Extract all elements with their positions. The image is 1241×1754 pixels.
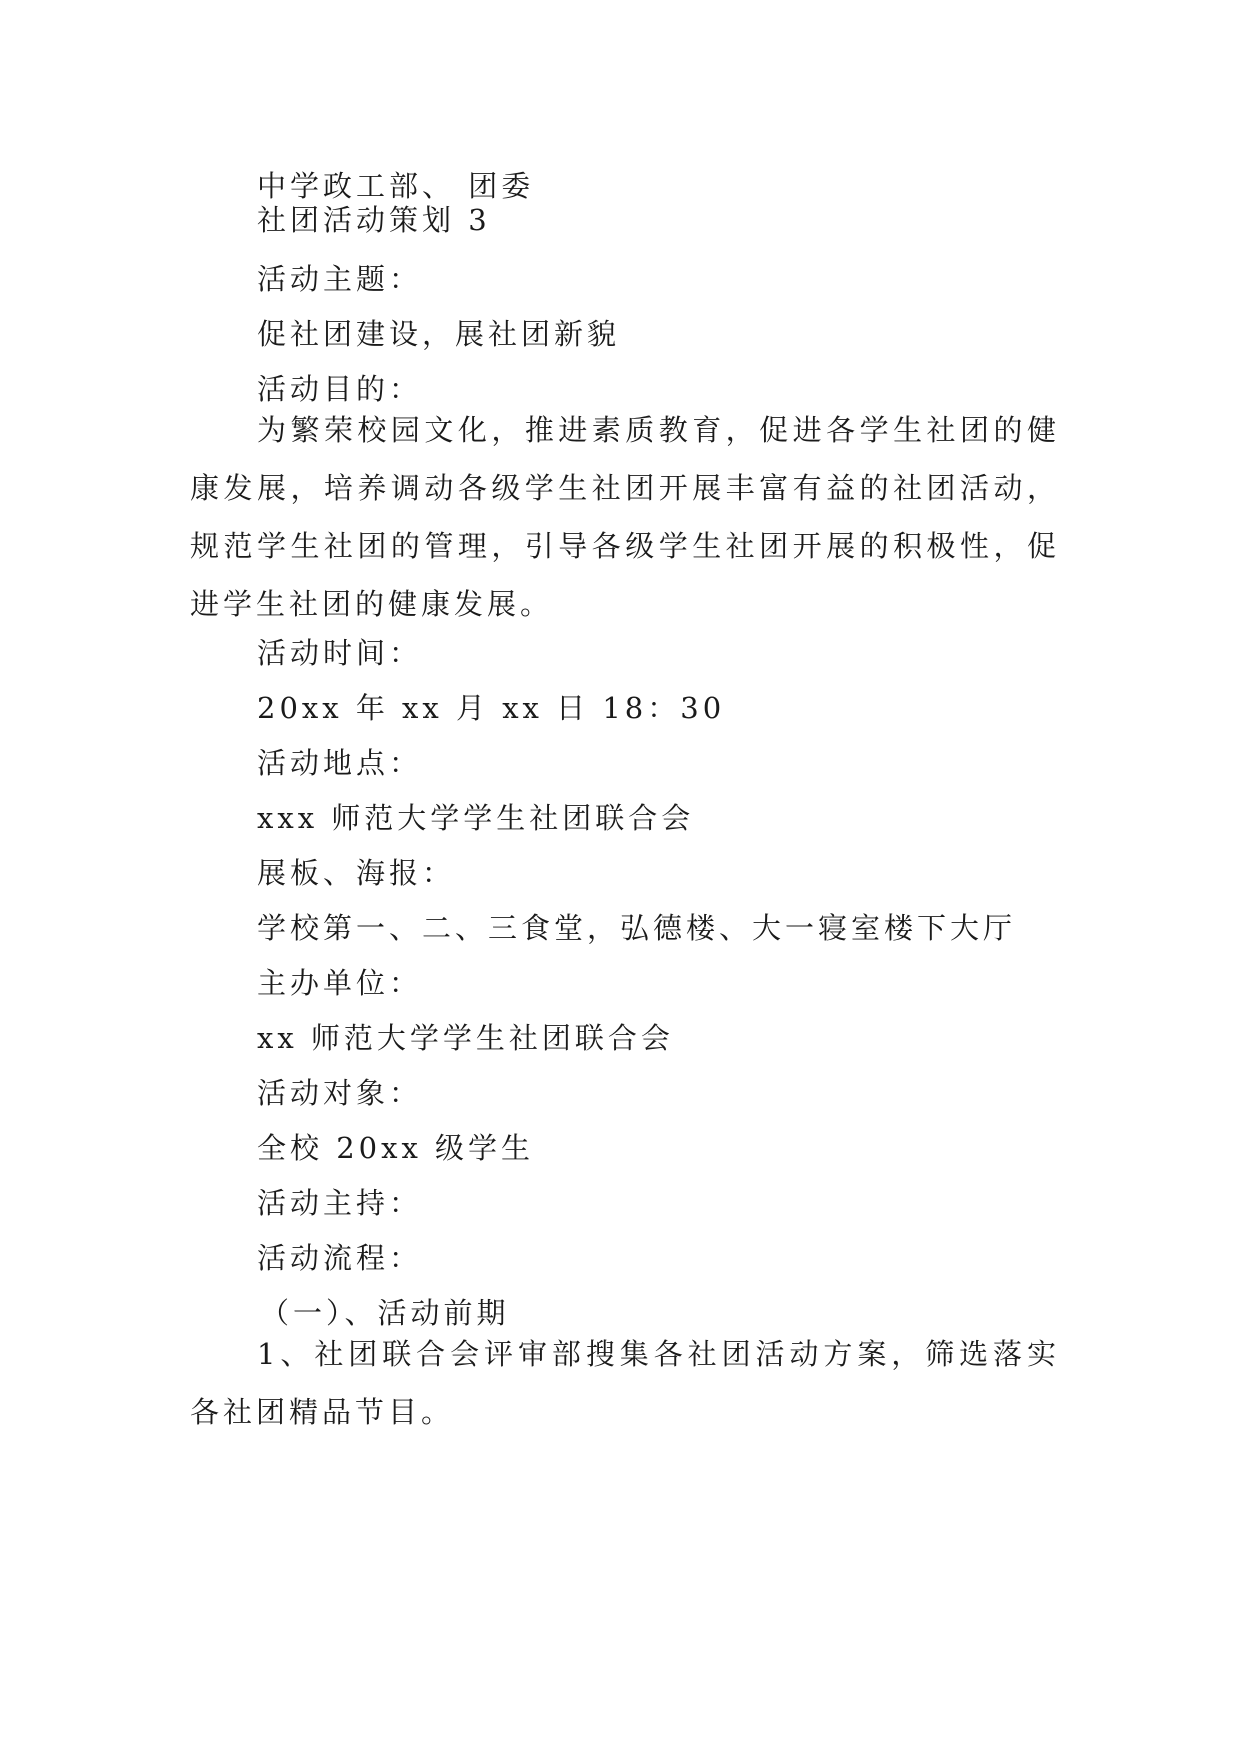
purpose-heading: 活动目的： <box>257 372 423 406</box>
issuer-line: 中学政工部、 团委 <box>257 169 535 203</box>
poster-text: 学校第一、二、三食堂，弘德楼、大一寝室楼下大厅 <box>257 911 1017 945</box>
organizer-heading: 主办单位： <box>257 966 423 1000</box>
step-one-paragraph: 1、社团联合会评审部搜集各社团活动方案，筛选落实各社团精品节目。 <box>190 1337 1060 1429</box>
audience-text: 全校 20xx 级学生 <box>257 1131 535 1165</box>
location-text: xxx 师范大学学生社团联合会 <box>257 801 695 835</box>
audience-heading: 活动对象： <box>257 1076 423 1110</box>
phase-one-heading: （一）、活动前期 <box>260 1296 510 1330</box>
host-heading: 活动主持： <box>257 1186 423 1220</box>
plan-title: 社团活动策划 3 <box>257 203 491 237</box>
theme-heading: 活动主题： <box>257 262 423 296</box>
time-text: 20xx 年 xx 月 xx 日 18：30 <box>257 691 726 725</box>
location-heading: 活动地点： <box>257 746 423 780</box>
poster-heading: 展板、海报： <box>257 856 456 890</box>
purpose-paragraph: 为繁荣校园文化，推进素质教育，促进各学生社团的健康发展，培养调动各级学生社团开展丰富有益的社团活动，规范学生社团的管理，引导各级学生社团开展的积极性，促进学生社团的健康发展。 <box>190 413 1060 621</box>
organizer-text: xx 师范大学学生社团联合会 <box>257 1021 674 1055</box>
theme-text: 促社团建设，展社团新貌 <box>257 317 621 351</box>
time-heading: 活动时间： <box>257 636 423 670</box>
process-heading: 活动流程： <box>257 1241 423 1275</box>
